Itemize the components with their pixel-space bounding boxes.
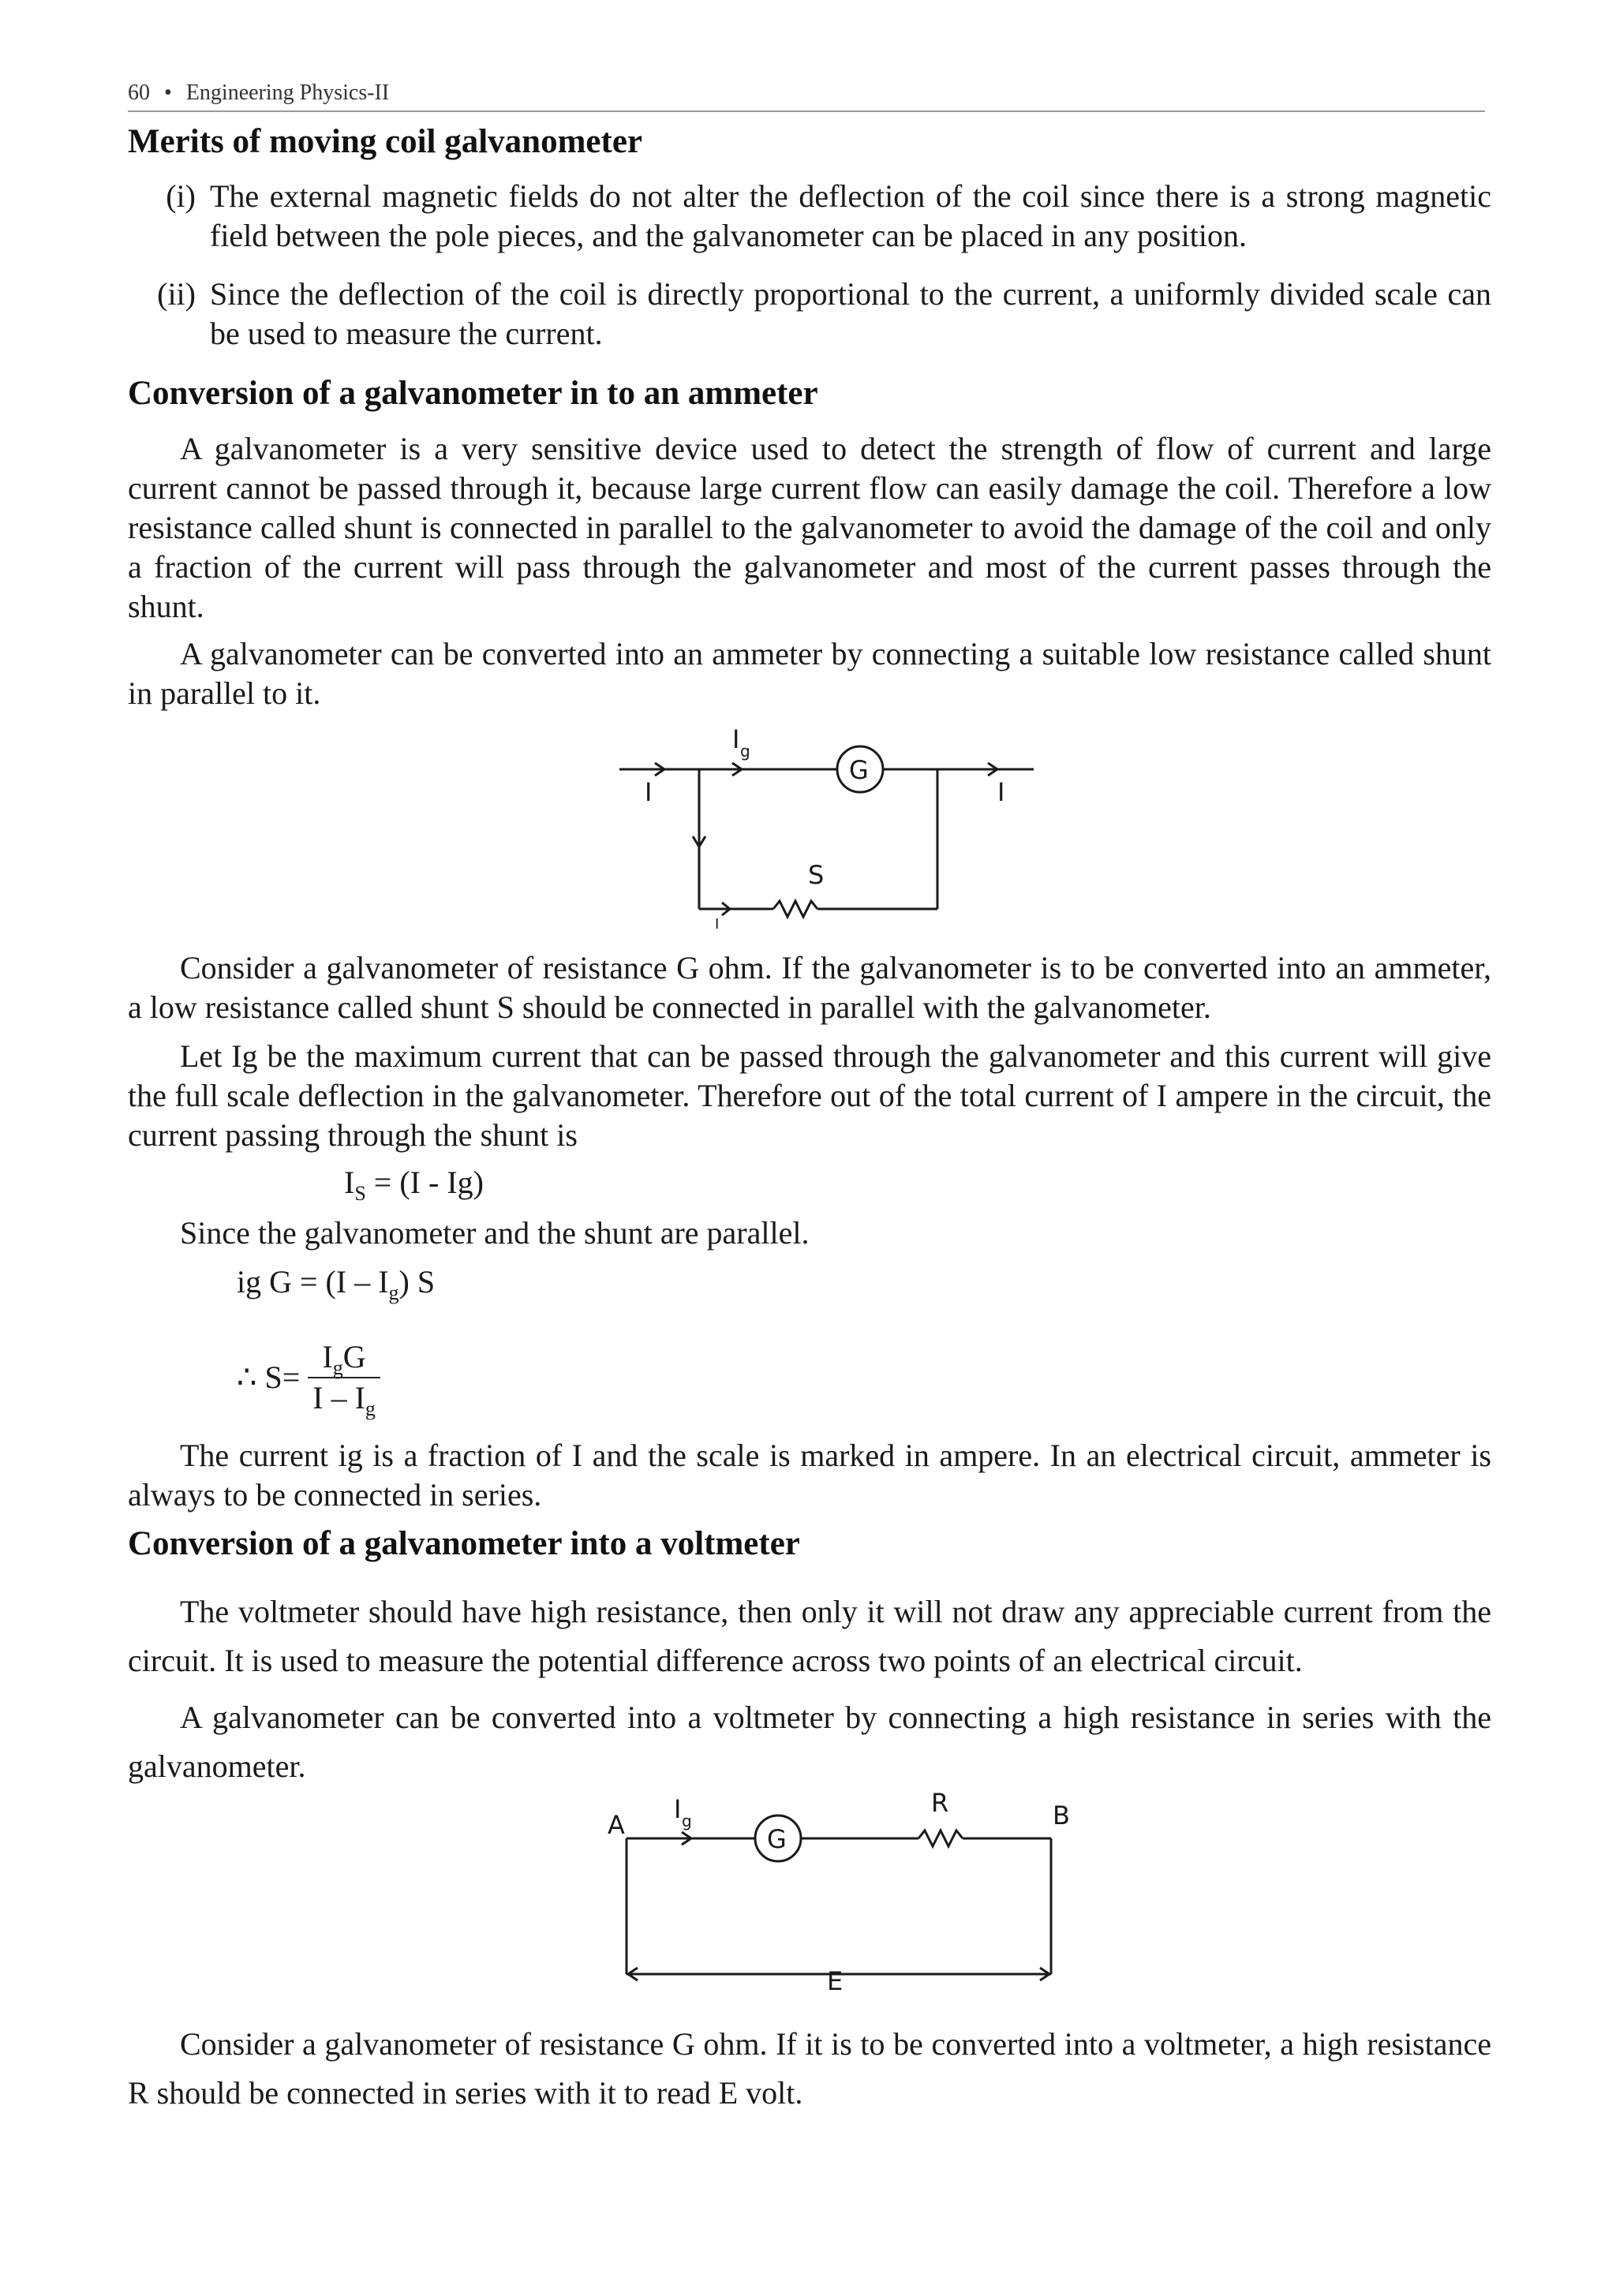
ig-label-subscript: g <box>682 1812 692 1830</box>
list-item-number: (i) <box>166 178 196 214</box>
voltmeter-circuit-diagram <box>600 1783 1073 2004</box>
eq2-part-a: ig G = (I – I <box>237 1264 389 1299</box>
current-label-right: I <box>997 777 1005 807</box>
eq3-therefore: ∴ S= <box>237 1359 301 1395</box>
ammeter-paragraph-2: A galvanometer can be converted into an ammeter by connecting a suitable low resistance called shunt in parallel to it. <box>128 636 1491 711</box>
merits-list <box>128 177 1491 353</box>
shunt-current-equation <box>344 1163 484 1205</box>
ammeter-paragraph-3: Consider a galvanometer of resistance G ohm. If the galvanometer is to be converted into an ammeter, a low resistance called shunt S should be connected in parallel with the galvanometer. <box>128 950 1491 1025</box>
voltmeter-paragraph-3: Consider a galvanometer of resistance G ohm. If it is to be converted into a voltmeter, a high resistance R should be connected in series with it to read E volt. <box>128 2026 1491 2111</box>
merits-heading: Merits of moving coil galvanometer <box>128 123 642 160</box>
eq2-subscript: g <box>388 1281 399 1304</box>
point-b-label: B <box>1053 1801 1070 1830</box>
ammeter-paragraph-5: Since the galvanometer and the shunt are parallel. <box>180 1215 810 1251</box>
current-label-left: I <box>645 777 653 807</box>
header-separator: • <box>164 80 172 105</box>
fraction-numerator: $I_gG$ <box>308 1337 380 1378</box>
eq1-lhs: I <box>344 1165 355 1200</box>
shunt-resistor-icon <box>773 901 817 917</box>
list-item <box>128 177 1491 256</box>
eq1-lhs-subscript: S <box>354 1182 366 1205</box>
galvanometer-label: G <box>767 1824 787 1854</box>
ig-label: I <box>674 1794 682 1824</box>
eq2-part-b: ) S <box>398 1264 436 1299</box>
book-title: Engineering Physics-II <box>185 80 390 105</box>
high-resistance-icon <box>918 1830 963 1846</box>
ammeter-paragraph-1: A galvanometer is a very sensitive device used to detect the strength of flow of current and large current cannot be passed through it, because large current flow can easily damage the coil. Therefore a low resistance called shunt is connected in parallel to the galvanometer to avoid the damage of the coil and only a fraction of the current will pass through the galvanometer and most of the current passes through the shunt. <box>128 431 1491 624</box>
page-number: 60 <box>128 80 150 105</box>
list-item-text: The external magnetic fields do not alter the deflection of the coil since there is a strong magnetic field between the pole pieces, and the galvanometer can be placed in any position. <box>210 178 1491 253</box>
voltmeter-heading: Conversion of a galvanometer into a voltmeter <box>128 1525 800 1562</box>
list-item <box>128 275 1491 353</box>
voltmeter-paragraph-1: The voltmeter should have high resistance, then only it will not draw any appreciable current from the circuit. It is used to measure the potential difference across two points of an electrical circuit. <box>128 1594 1491 1678</box>
ig-label-subscript: g <box>740 742 750 761</box>
list-item-number: (ii) <box>157 276 196 312</box>
is-label: I <box>715 916 720 931</box>
ig-label: I <box>732 724 740 754</box>
parallel-voltage-equation <box>237 1262 435 1302</box>
shunt-formula <box>237 1337 380 1418</box>
ammeter-circuit-diagram <box>608 722 1049 931</box>
ammeter-paragraph-4: Let Ig be the maximum current that can be passed through the galvanometer and this current will give the full scale deflection in the galvanometer. Therefore out of the total current of I ampere in the circuit, the current passing through the shunt is <box>128 1038 1491 1153</box>
galvanometer-label: G <box>849 755 869 785</box>
running-header <box>128 77 1485 112</box>
shunt-fraction <box>308 1337 380 1418</box>
shunt-label: S <box>808 860 825 890</box>
ammeter-paragraph-6: The current ig is a fraction of I and the scale is marked in ampere. In an electrical circuit, ammeter is always to be connected in series. <box>128 1438 1491 1513</box>
emf-label: E <box>827 1966 844 1996</box>
voltmeter-paragraph-2: A galvanometer can be converted into a voltmeter by connecting a high resistance in series with the galvanometer. <box>128 1700 1491 1784</box>
fraction-denominator: I – $I_g$ <box>312 1380 376 1420</box>
ammeter-heading: Conversion of a galvanometer in to an ammeter <box>128 375 818 412</box>
point-a-label: A <box>608 1810 625 1840</box>
eq1-rhs: = (I - Ig) <box>373 1165 484 1200</box>
resistance-label: R <box>931 1788 949 1818</box>
list-item-text: Since the deflection of the coil is directly proportional to the current, a uniformly divided scale can be used to measure the current. <box>210 276 1491 351</box>
